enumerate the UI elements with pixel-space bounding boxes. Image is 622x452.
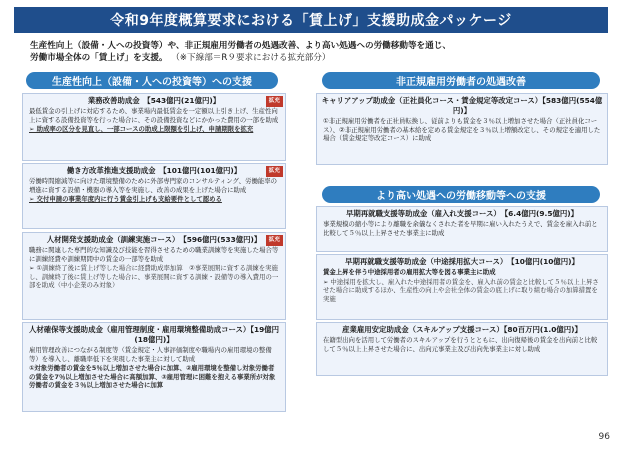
card-workstyle-reform [22, 163, 286, 229]
card-head: 働き方改革推進支援助成金 【101億円(101億円)】 [66, 166, 242, 175]
card-bullet: ①対象労働者の賃金を5％以上増加させた場合に加算、②雇用環境を整備し対象労働者の賃金を7％以上増加させた場合に高額加算、③雇用管理に困難を抱える事業所が対象労働者の賃金を３％以上増加させた場合に加算 [29, 364, 276, 390]
card-head: 人材確保等支援助成金（雇用管理制度・雇用環境整備助成コース）【19億円 (18億円)】 [28, 325, 280, 344]
intro-line1: 生産性向上（設備・人への投資等）や、非正規雇用労働者の処遇改善、より高い処遇への労働移動等を通じ、 [30, 41, 451, 51]
card-body: ①非正規雇用労働者を正社員転換し、従前よりも賃金を３％以上増加させた場合（正社員化コース）、②非正規雇用労働者の基本給を定める賃金規定を３％以上増額改定し、その規定を適用した場合（賃金規定等改定コース）に助成 [323, 117, 601, 143]
intro-note: （※下線部＝R９要求における拡充部分） [175, 53, 331, 63]
card-human-resource-development [22, 232, 286, 320]
section-productivity: 生産性向上（設備・人への投資等）への支援 [26, 72, 278, 89]
section-nonregular: 非正規雇用労働者の処遇改善 [322, 72, 600, 89]
card-head: 早期再就職支援等助成金（雇入れ支援コース） 【6.4億円(9.5億円)】 [345, 209, 579, 218]
card-business-improvement [22, 93, 286, 161]
card-bullet: ➢ ①訓練終了後に賃上げ等した場合に経費助成率加算 ②事業展開に資する訓練を実施し、訓練終了後に賃上げ等した場合に、事業展開に資する訓練・設備等の導入費用の一部を助成（中小企業のみ対象） [29, 264, 279, 290]
card-body: 職務に関連した専門的な知識及び技能を習得させるための職業訓練等を実施した場合等に訓練経費や訓練期間中の賃金の一部等を助成 [29, 246, 279, 263]
section-labor-mobility: より高い処遇への労働移動等への支援 [322, 186, 600, 203]
intro-text [30, 40, 600, 64]
card-body: 最低賃金の引上げに対応するため、事業場内最低賃金を一定額以上引き上げ、生産性向上に資する設備投資等を行った場合に、その設備投資などにかかった費用の一部を助成 [29, 107, 279, 124]
card-body: 労働時間縮減等に向けた環境整備のために外部専門家のコンサルティング、労働能率の増進に資する設備・機器の導入等を実施し、改善の成果を上げた場合に助成 [29, 177, 278, 194]
card-body: 在籍型出向を活用して労働者のスキルアップを行うとともに、出向復帰後の賃金を出向前と比較して５％以上上昇させた場合に、出向元事業主及び出向先事業主に対し助成 [323, 336, 598, 353]
expansion-tag: 拡充 [266, 166, 283, 177]
card-head: 産業雇用安定助成金（スキルアップ支援コース）【80百万円(1.0億円)】 [342, 325, 582, 334]
card-industrial-employment-stability [316, 322, 608, 376]
expansion-tag: 拡充 [266, 96, 283, 107]
card-personnel-securing [22, 322, 286, 412]
card-early-reemployment-hire [316, 206, 608, 252]
card-bullet: ➢ 中途採用を拡大し、雇入れた中途採用者の賃金を、雇入れ前の賃金と比較して５％以上上昇させた場合に助成するほか、生産性の向上や会社全体の賃金の底上げに取り組む場合の加算措置を実施 [323, 277, 599, 303]
card-bullet: ➢ 助成率の区分を見直し、一部コースの助成上限額を引上げ、申請期限を拡充 [29, 125, 254, 134]
intro-line2: 労働市場全体の「賃上げ」を支援。 [30, 53, 168, 63]
card-body: 雇用管理改善につながる制度等（賃金規定・人事評価制度や職場内の雇用環境の整備等）を導入し、離職率低下を実現した事業主に対して助成 [29, 346, 272, 363]
card-head: 業務改善助成金 【543億円(21億円)】 [87, 96, 221, 105]
expansion-tag: 拡充 [266, 235, 283, 246]
card-early-reemployment-midcareer [316, 254, 608, 320]
card-body: 事業規模の縮小等により離職を余儀なくされた者を早期に雇い入れたうえで、賃金を雇入れ前と比較して５％以上上昇させた事業主に助成 [323, 220, 598, 237]
page-number: 96 [598, 432, 610, 442]
card-head: 早期再就職支援等助成金（中途採用拡大コース） 【10億円(10億円)】 [345, 257, 579, 266]
card-career-up [316, 93, 608, 165]
card-head: キャリアアップ助成金（正社員化コース・賃金規定等改定コース）【583億円(554億円)】 [321, 96, 603, 115]
card-body: 賃金上昇を伴う中途採用者の雇用拡大等を図る事業主に助成 [323, 268, 496, 276]
card-head: 人材開発支援助成金（訓練実施コース） 【596億円(533億円)】 [46, 235, 262, 244]
page-title: 令和9年度概算要求における「賃上げ」支援助成金パッケージ [14, 7, 608, 33]
card-bullet: ➢ 交付申請の事業年度内に行う賃金引上げも支給要件として認める [29, 195, 222, 204]
